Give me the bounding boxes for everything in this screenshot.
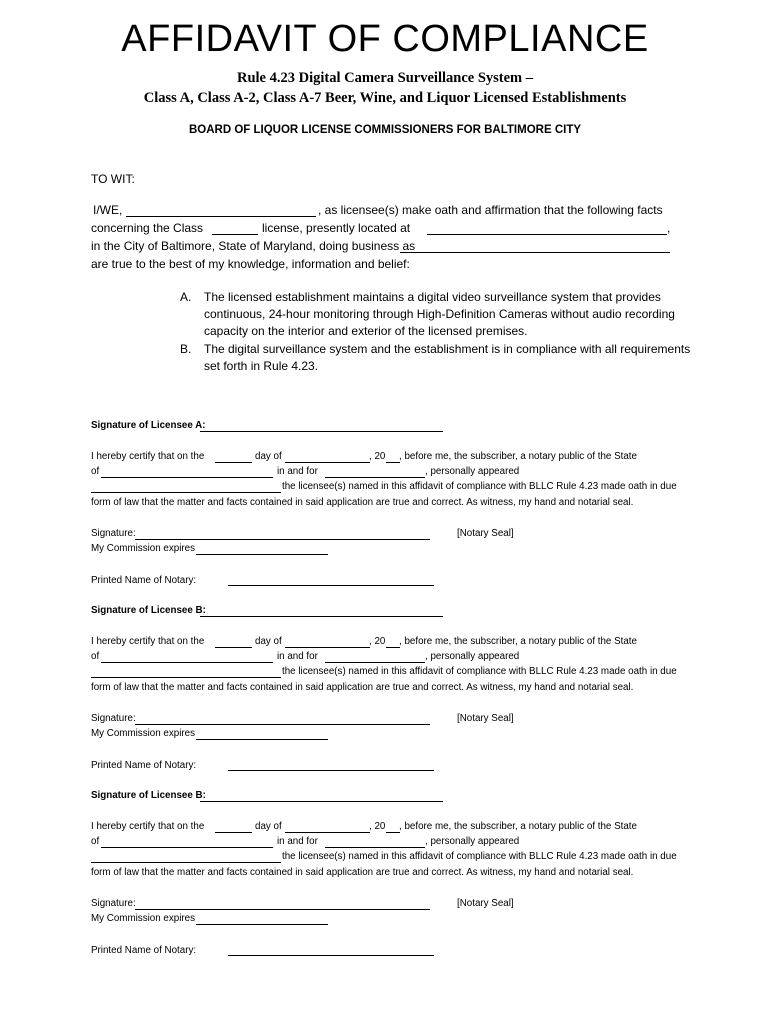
commission-field[interactable] (196, 924, 328, 925)
cert-text: , before me, the subscriber, a notary public of the State (399, 636, 637, 647)
class-subtitle: Class A, Class A-2, Class A-7 Beer, Wine, and Liquor Licensed Establishments (143, 90, 627, 106)
commission-label: My Commission expires (91, 913, 195, 924)
cert-text: , personally appeared (425, 466, 520, 477)
commission-field[interactable] (196, 554, 328, 555)
item-a-line: continuous, 24-hour monitoring through High-Definition Cameras without audio recording (204, 307, 675, 321)
cert-appeared-field[interactable] (91, 677, 281, 678)
cert-text: of (91, 836, 100, 847)
cert-text: , 20 (369, 451, 386, 462)
notary-signature-label: Signature: (91, 713, 136, 724)
cert-year-field[interactable] (386, 462, 400, 463)
to-wit-label: TO WIT: (91, 172, 135, 186)
cert-state-field[interactable] (101, 847, 273, 848)
cert-county-field[interactable] (325, 847, 425, 848)
cert-appeared-field[interactable] (91, 492, 281, 493)
notary-signature-label: Signature: (91, 898, 136, 909)
licensee-a-signature-field[interactable] (200, 431, 443, 432)
item-b-line: The digital surveillance system and the establishment is in compliance with all requirements (204, 342, 691, 356)
notary-seal-label: [Notary Seal] (457, 528, 514, 539)
cert-day-field[interactable] (215, 462, 252, 463)
cert-text: , personally appeared (425, 651, 520, 662)
cert-state-field[interactable] (101, 662, 273, 663)
intro-line1-text: , as licensee(s) make oath and affirmation that the following facts (318, 203, 663, 217)
board-heading: BOARD OF LIQUOR LICENSE COMMISSIONERS FOR BALTIMORE CITY (188, 124, 582, 136)
cert-text: of (91, 651, 100, 662)
notary-signature-field[interactable] (135, 724, 430, 725)
notary-seal-label: [Notary Seal] (457, 898, 514, 909)
license-class-field[interactable] (212, 234, 258, 235)
cert-month-field[interactable] (285, 647, 370, 648)
intro-dba-label: in the City of Baltimore, State of Maryland, doing business as (91, 239, 416, 253)
cert-text: in and for (277, 466, 318, 477)
item-b-line: set forth in Rule 4.23. (204, 359, 319, 373)
intro-location-label: license, presently located at (262, 221, 411, 235)
notary-signature-field[interactable] (135, 539, 430, 540)
item-a-line: The licensed establishment maintains a digital video surveillance system that provides (204, 290, 661, 304)
cert-county-field[interactable] (325, 477, 425, 478)
notary-signature-label: Signature: (91, 528, 136, 539)
intro-iwe: I/WE, (93, 203, 123, 217)
cert-text: , before me, the subscriber, a notary public of the State (399, 821, 637, 832)
cert-text: I hereby certify that on the (91, 451, 205, 462)
cert-text: the licensee(s) named in this affidavit of compliance with BLLC Rule 4.23 made oath in due (282, 851, 677, 862)
cert-text: in and for (277, 836, 318, 847)
commission-label: My Commission expires (91, 728, 195, 739)
cert-text: I hereby certify that on the (91, 821, 205, 832)
rule-subtitle: Rule 4.23 Digital Camera Surveillance System – (236, 70, 533, 86)
cert-day-field[interactable] (215, 647, 252, 648)
cert-text: the licensee(s) named in this affidavit of compliance with BLLC Rule 4.23 made oath in due (282, 666, 677, 677)
cert-appeared-field[interactable] (91, 862, 281, 863)
commission-field[interactable] (196, 739, 328, 740)
item-b-marker: B. (180, 342, 192, 356)
cert-text: I hereby certify that on the (91, 636, 205, 647)
cert-text: form of law that the matter and facts contained in said application are true and correct. As witness, my hand and notarial seal. (91, 682, 634, 693)
licensee-b-signature-label: Signature of Licensee B: (91, 790, 206, 801)
printed-name-label: Printed Name of Notary: (91, 575, 197, 586)
location-field[interactable] (427, 234, 667, 235)
printed-name-field[interactable] (228, 585, 434, 586)
printed-name-label: Printed Name of Notary: (91, 945, 197, 956)
cert-day-field[interactable] (215, 832, 252, 833)
cert-text: , before me, the subscriber, a notary public of the State (399, 451, 637, 462)
cert-text: , 20 (369, 821, 386, 832)
intro-belief: are true to the best of my knowledge, information and belief: (91, 257, 410, 271)
cert-year-field[interactable] (386, 832, 400, 833)
item-a-line: capacity on the interior and exterior of the licensed premises. (204, 324, 528, 338)
licensee-b-signature-label: Signature of Licensee B: (91, 605, 206, 616)
licensee-b-signature-field[interactable] (200, 616, 443, 617)
cert-text: day of (255, 821, 282, 832)
notary-signature-field[interactable] (135, 909, 430, 910)
intro-class-label: concerning the Class (91, 221, 204, 235)
commission-label: My Commission expires (91, 543, 195, 554)
cert-text: of (91, 466, 100, 477)
cert-text: form of law that the matter and facts contained in said application are true and correct. As witness, my hand and notarial seal. (91, 497, 634, 508)
printed-name-field[interactable] (228, 955, 434, 956)
dba-field[interactable] (400, 252, 670, 253)
cert-text: the licensee(s) named in this affidavit of compliance with BLLC Rule 4.23 made oath in due (282, 481, 677, 492)
cert-month-field[interactable] (285, 832, 370, 833)
cert-text: form of law that the matter and facts contained in said application are true and correct. As witness, my hand and notarial seal. (91, 867, 634, 878)
cert-month-field[interactable] (285, 462, 370, 463)
printed-name-field[interactable] (228, 770, 434, 771)
cert-county-field[interactable] (325, 662, 425, 663)
licensee-b-signature-field[interactable] (200, 801, 443, 802)
cert-text: day of (255, 451, 282, 462)
cert-text: , personally appeared (425, 836, 520, 847)
cert-text: day of (255, 636, 282, 647)
item-a-marker: A. (180, 290, 192, 304)
cert-year-field[interactable] (386, 647, 400, 648)
licensee-name-field[interactable] (126, 216, 316, 217)
cert-state-field[interactable] (101, 477, 273, 478)
cert-text: in and for (277, 651, 318, 662)
notary-seal-label: [Notary Seal] (457, 713, 514, 724)
document-title: AFFIDAVIT OF COMPLIANCE (121, 18, 649, 60)
printed-name-label: Printed Name of Notary: (91, 760, 197, 771)
licensee-a-signature-label: Signature of Licensee A: (91, 420, 206, 431)
intro-comma: , (667, 221, 671, 235)
cert-text: , 20 (369, 636, 386, 647)
